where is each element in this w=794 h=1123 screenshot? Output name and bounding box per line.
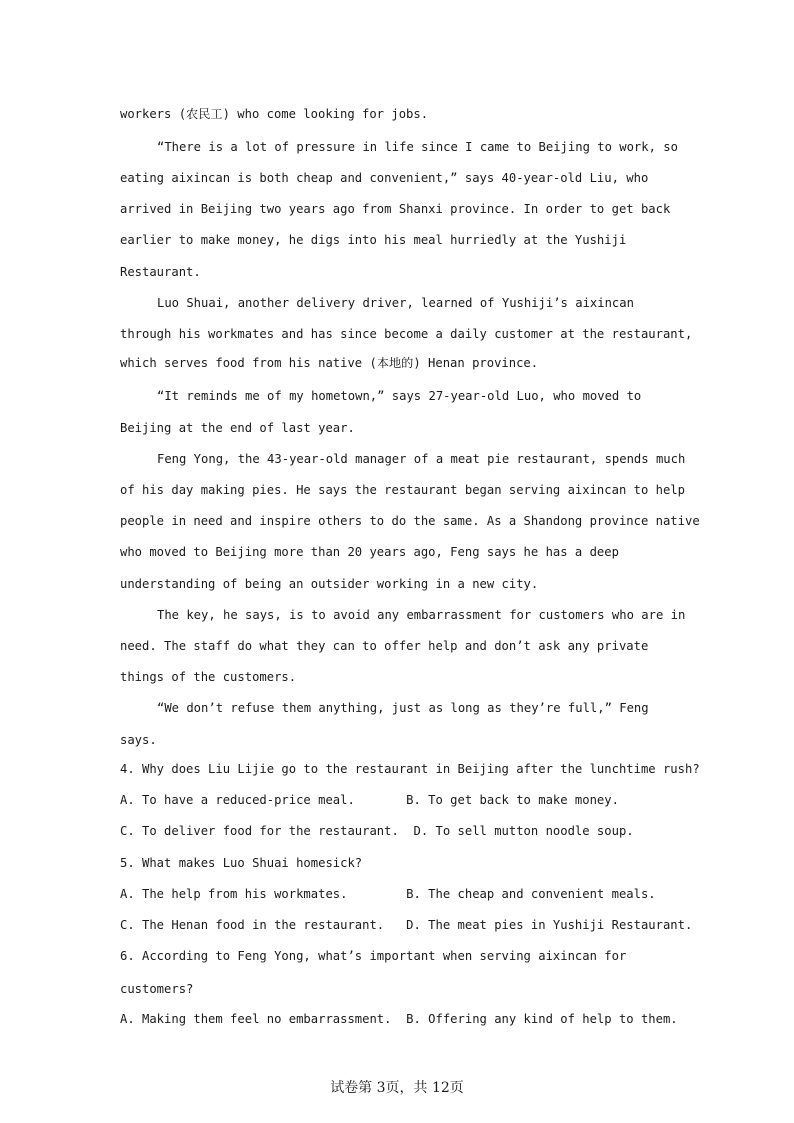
text-line: need. The staff do what they can to offer help and don’t ask any private xyxy=(120,639,649,653)
text-line: which serves food from his native (本地的) Henan province. xyxy=(120,356,539,370)
answer-options-line: A. The help from his workmates. B. The cheap and convenient meals. xyxy=(120,887,656,901)
text-line: Beijing at the end of last year. xyxy=(120,421,355,435)
answer-options-line: C. The Henan food in the restaurant. D. The meat pies in Yushiji Restaurant. xyxy=(120,918,693,932)
text-line: arrived in Beijing two years ago from Shanxi province. In order to get back xyxy=(120,202,671,216)
text-line: eating aixincan is both cheap and convenient,” says 40-year-old Liu, who xyxy=(120,171,649,185)
text-line: “We don’t refuse them anything, just as long as they’re full,” Feng xyxy=(157,701,649,715)
text-line: says. xyxy=(120,733,157,747)
text-line: The key, he says, is to avoid any embarrassment for customers who are in xyxy=(157,608,686,622)
text-line: who moved to Beijing more than 20 years ago, Feng says he has a deep xyxy=(120,545,619,559)
text-line: workers (农民工) who come looking for jobs. xyxy=(120,107,429,121)
text-line: things of the customers. xyxy=(120,670,297,684)
question-line: 4. Why does Liu Lijie go to the restaurant in Beijing after the lunchtime rush? xyxy=(120,762,700,776)
text-line: people in need and inspire others to do the same. As a Shandong province native xyxy=(120,514,700,528)
question-line: customers? xyxy=(120,982,194,996)
answer-options-line: A. Making them feel no embarrassment. B. Offering any kind of help to them. xyxy=(120,1012,678,1026)
answer-options-line: C. To deliver food for the restaurant. D. To sell mutton noodle soup. xyxy=(120,824,634,838)
question-line: 5. What makes Luo Shuai homesick? xyxy=(120,856,363,870)
text-line: of his day making pies. He says the restaurant began serving aixincan to help xyxy=(120,483,685,497)
answer-options-line: A. To have a reduced-price meal. B. To get back to make money. xyxy=(120,793,619,807)
text-line: Feng Yong, the 43-year-old manager of a meat pie restaurant, spends much xyxy=(157,452,686,466)
text-line: earlier to make money, he digs into his meal hurriedly at the Yushiji xyxy=(120,233,627,247)
text-line: Restaurant. xyxy=(120,265,201,279)
text-line: through his workmates and has since become a daily customer at the restaurant, xyxy=(120,327,693,341)
question-line: 6. According to Feng Yong, what’s important when serving aixincan for xyxy=(120,949,627,963)
page-footer: 试卷第 3页，共 12页 xyxy=(330,1080,464,1096)
text-line: Luo Shuai, another delivery driver, learned of Yushiji’s aixincan xyxy=(157,296,634,310)
text-line: understanding of being an outsider working in a new city. xyxy=(120,577,539,591)
text-line: “There is a lot of pressure in life since I came to Beijing to work, so xyxy=(157,140,678,154)
text-line: “It reminds me of my hometown,” says 27-year-old Luo, who moved to xyxy=(157,389,642,403)
